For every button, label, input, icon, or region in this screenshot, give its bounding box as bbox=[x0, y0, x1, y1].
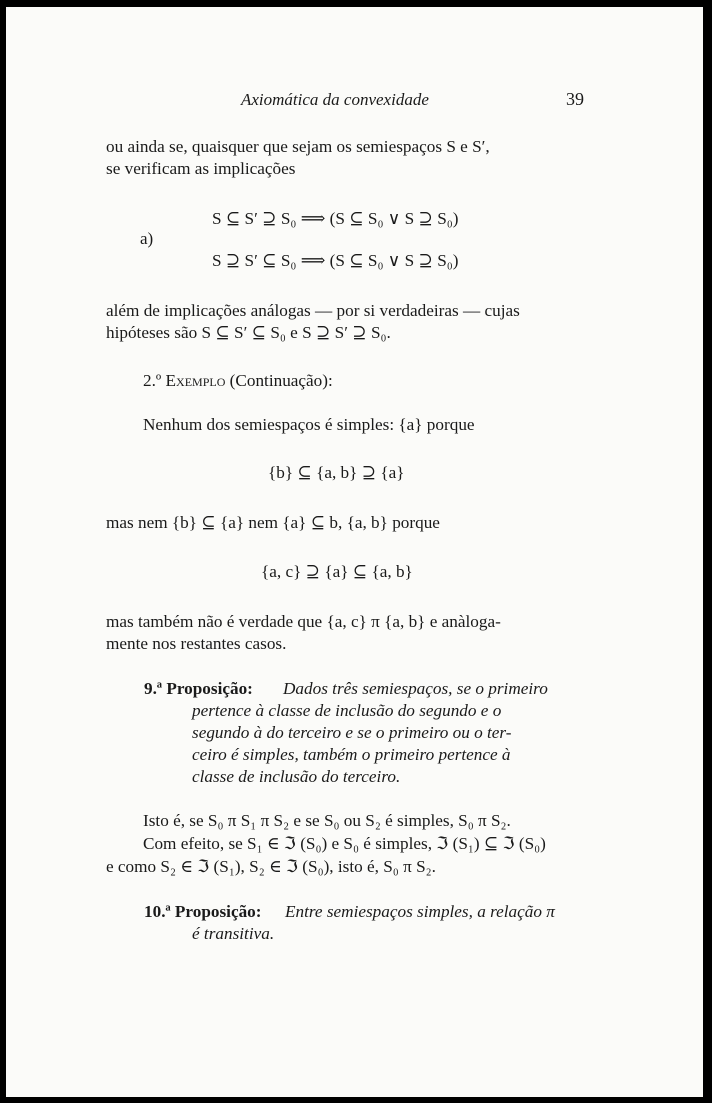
formula-line: {a, c} ⊇ {a} ⊆ {a, b} bbox=[261, 562, 413, 581]
formula-row: S ⊆ S′ ⊇ S₀ ⟹ (S ⊆ S₀ ∨ S ⊇ S₀) bbox=[212, 209, 459, 228]
text-line: ou ainda se, quaisquer que sejam os semiespaços S e S′, bbox=[106, 137, 490, 156]
formula-label: a) bbox=[140, 229, 154, 248]
proposition-text: segundo à do terceiro e se o primeiro ou o ter- bbox=[192, 723, 512, 742]
text-line: mas também não é verdade que {a, c} π {a, b} e anàloga- bbox=[106, 612, 501, 631]
text-line: mente nos restantes casos. bbox=[106, 634, 287, 653]
text-line: se verificam as implicações bbox=[106, 159, 296, 178]
example-heading bbox=[143, 370, 333, 392]
proposition-text: classe de inclusão do terceiro. bbox=[192, 767, 401, 786]
formula-line: {b} ⊆ {a, b} ⊇ {a} bbox=[268, 463, 405, 482]
book-page bbox=[6, 7, 703, 1097]
text-line: mas nem {b} ⊆ {a} nem {a} ⊆ b, {a, b} porque bbox=[106, 513, 440, 532]
text-line: além de implicações análogas — por si verdadeiras — cujas bbox=[106, 301, 520, 320]
text-line: hipóteses são S ⊆ S′ ⊆ S₀ e S ⊇ S′ ⊇ S₀. bbox=[106, 323, 391, 342]
proposition-text: pertence à classe de inclusão do segundo e o bbox=[192, 701, 502, 720]
example-rest: (Continuação): bbox=[229, 371, 333, 390]
text-line: e como S₂ ∈ ℑ (S₁), S₂ ∈ ℑ (S₀), isto é, S₀ π S₂. bbox=[106, 857, 436, 876]
text-line: Com efeito, se S₁ ∈ ℑ (S₀) e S₀ é simples, ℑ (S₁) ⊆ ℑ (S₀) bbox=[143, 834, 546, 853]
running-header: Axiomática da convexidade bbox=[241, 90, 429, 109]
example-word: Exemplo bbox=[165, 371, 226, 390]
text-line: Nenhum dos semiespaços é simples: {a} porque bbox=[143, 415, 475, 434]
formula-row: S ⊇ S′ ⊆ S₀ ⟹ (S ⊆ S₀ ∨ S ⊇ S₀) bbox=[212, 251, 459, 270]
text-line: Isto é, se S₀ π S₁ π S₂ e se S₀ ou S₂ é simples, S₀ π S₂. bbox=[143, 811, 511, 830]
proposition-heading: 10.ª Proposição: bbox=[144, 902, 262, 921]
example-number: 2.º bbox=[143, 371, 162, 390]
page-number: 39 bbox=[566, 89, 584, 109]
proposition-text: Entre semiespaços simples, a relação π bbox=[285, 902, 555, 921]
proposition-text: é transitiva. bbox=[192, 924, 275, 943]
proposition-heading: 9.ª Proposição: bbox=[144, 679, 253, 698]
proposition-text: ceiro é simples, também o primeiro pertence à bbox=[192, 745, 511, 764]
proposition-text: Dados três semiespaços, se o primeiro bbox=[283, 679, 548, 698]
